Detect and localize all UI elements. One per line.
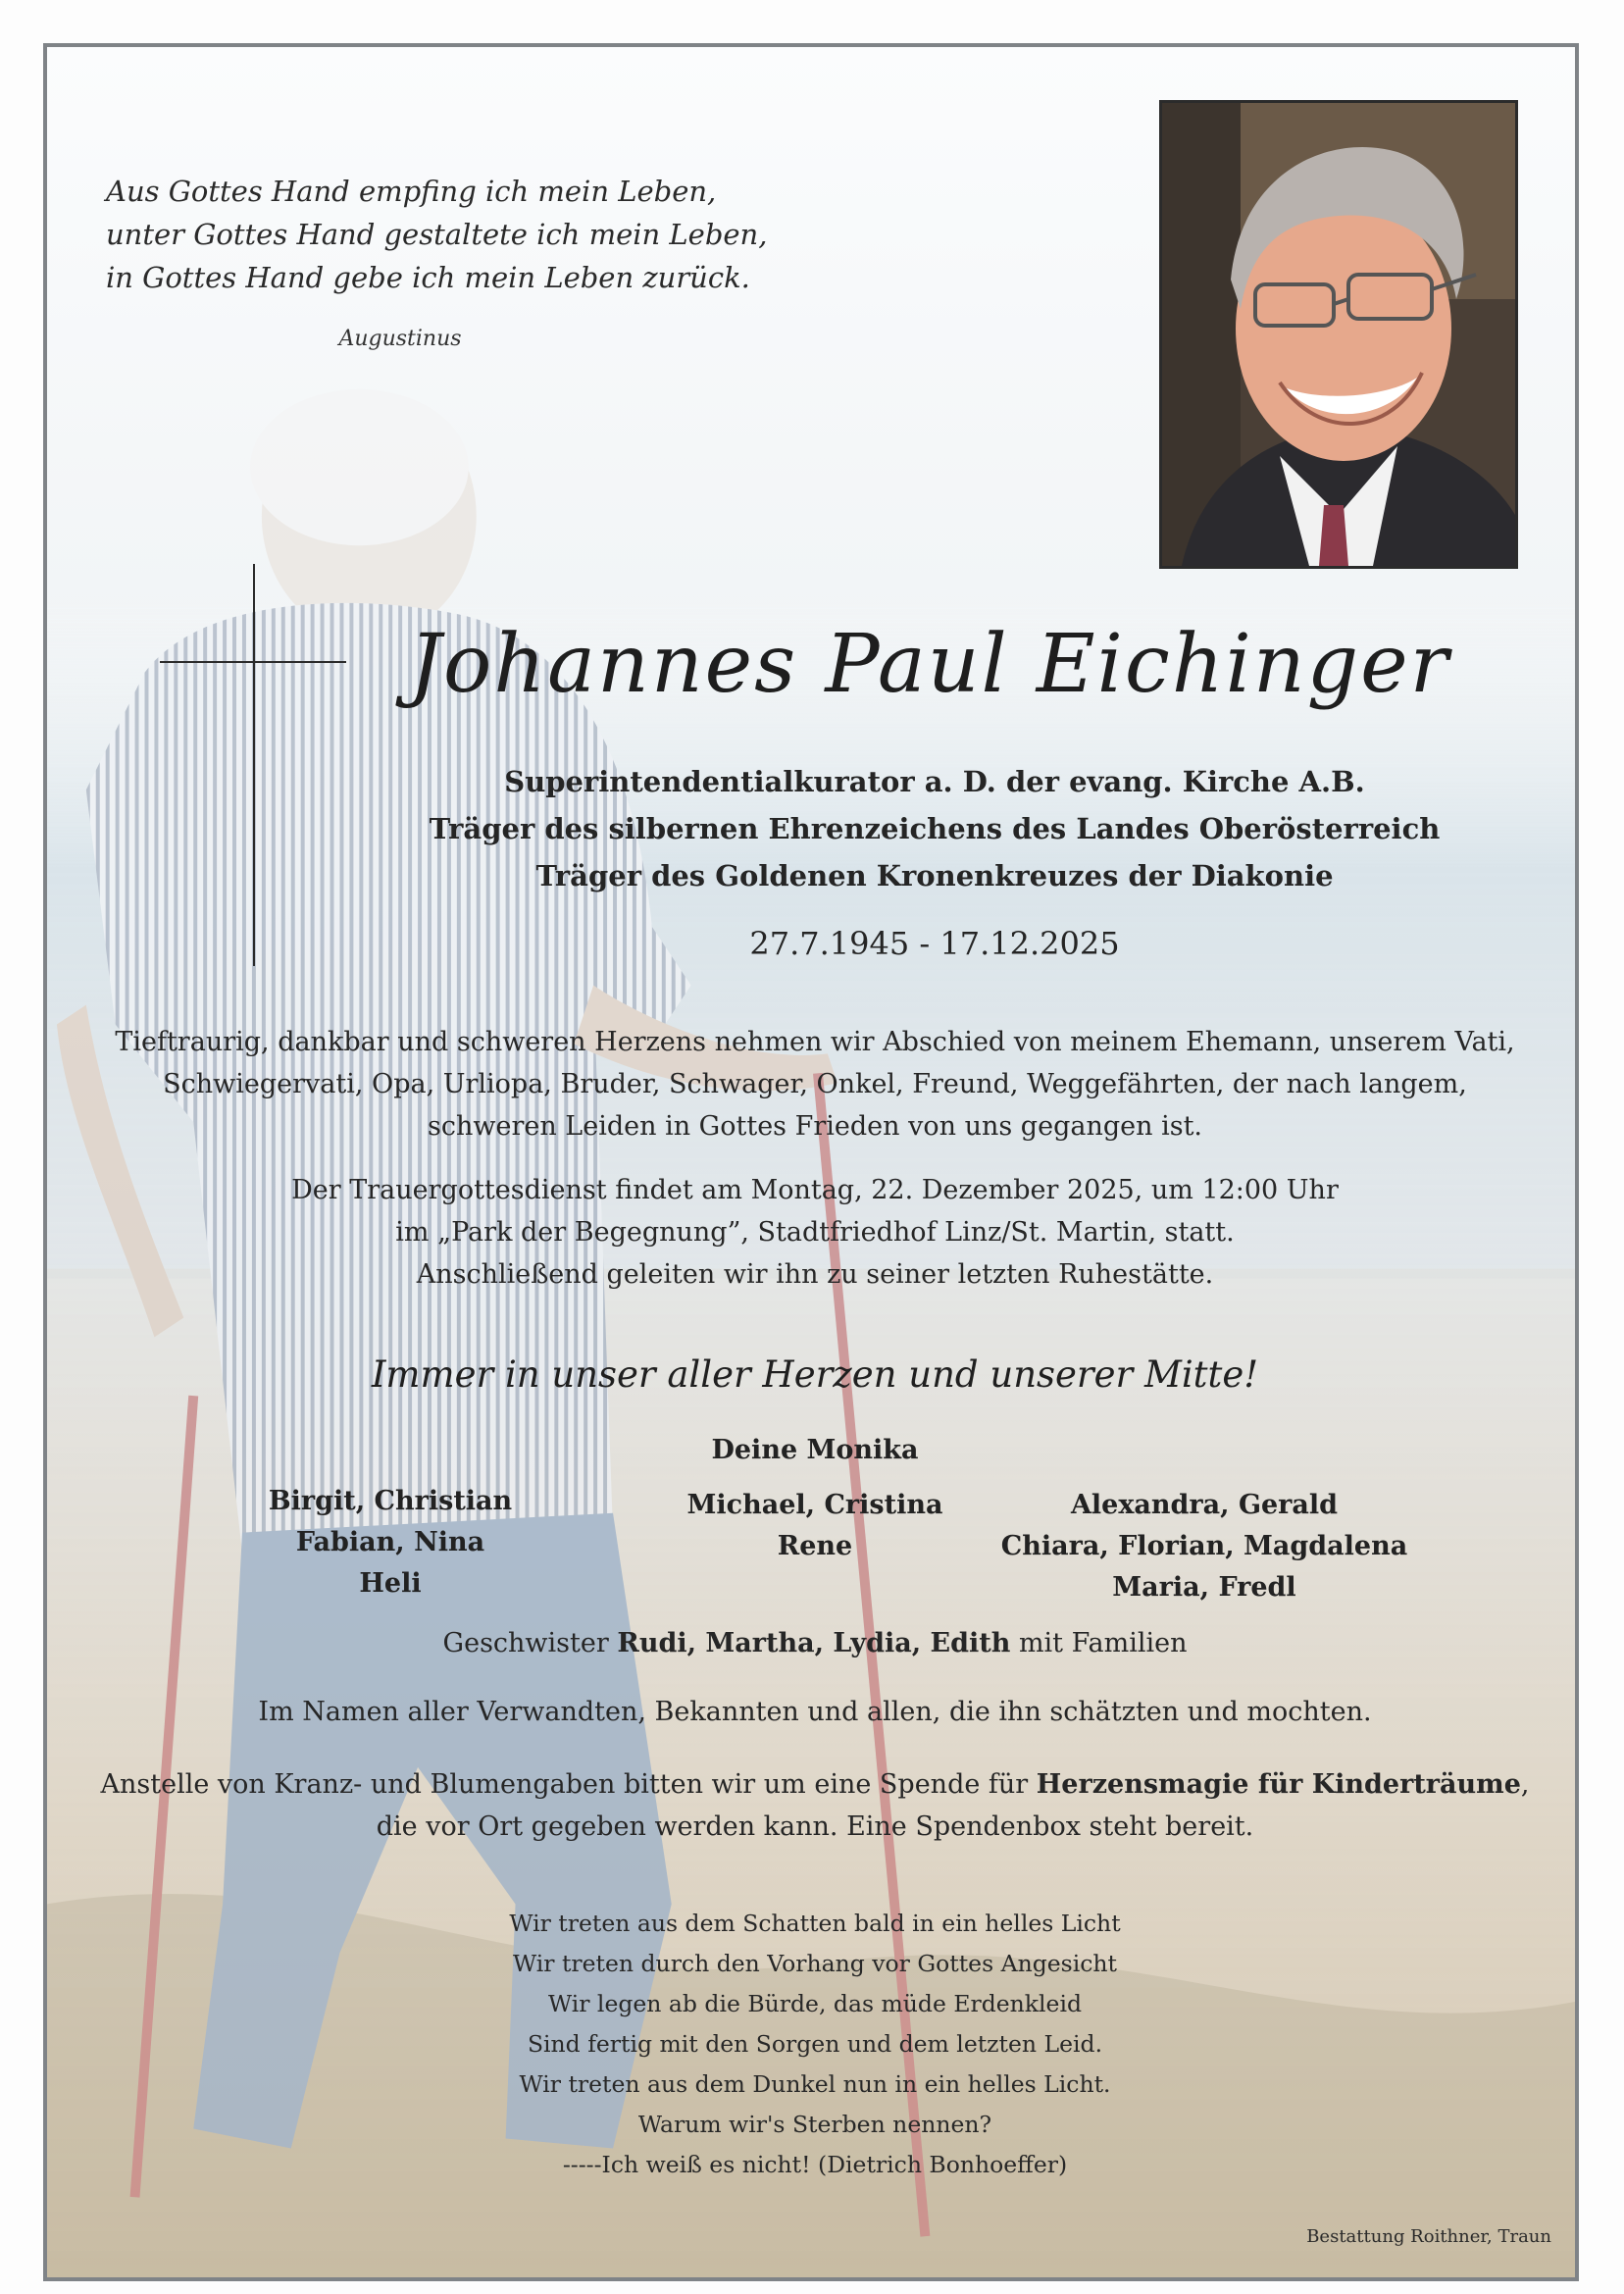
siblings-prefix: Geschwister xyxy=(442,1628,609,1658)
life-dates: 27.7.1945 - 17.12.2025 xyxy=(749,925,1120,962)
family-line: Maria, Fredl xyxy=(1112,1572,1296,1603)
quote-line: unter Gottes Hand gestaltete ich mein Leben, xyxy=(106,218,768,251)
service-line: Der Trauergottesdienst findet am Montag, 22. Dezember 2025, um 12:00 Uhr xyxy=(291,1175,1339,1205)
family-line: Birgit, Christian xyxy=(268,1486,513,1516)
poem-line: Warum wir's Sterben nennen? xyxy=(637,2111,992,2138)
poem-line: Wir treten aus dem Dunkel nun in ein helles Licht. xyxy=(519,2070,1111,2098)
cross-horizontal-bar xyxy=(160,661,346,663)
cross-vertical-bar xyxy=(253,564,255,966)
poem-line: Wir treten durch den Vorhang vor Gottes Angesicht xyxy=(513,1950,1117,1977)
family-line: Heli xyxy=(359,1568,422,1599)
announcement-paragraph xyxy=(86,1021,1544,1147)
undertaker-credit: Bestattung Roithner, Traun xyxy=(1306,2226,1551,2247)
deceased-titles xyxy=(371,758,1498,899)
spouse-name: Deine Monika xyxy=(711,1435,919,1465)
family-group-right xyxy=(969,1485,1440,1608)
donation-charity: Herzensmagie für Kinderträume xyxy=(1036,1769,1521,1800)
donation-paragraph xyxy=(86,1763,1544,1848)
family-line: Fabian, Nina xyxy=(295,1527,485,1557)
obituary-frame xyxy=(43,43,1579,2281)
announcement-line: Tieftraurig, dankbar und schweren Herzens nehmen wir Abschied von meinem Ehemann, unserem Vati, xyxy=(115,1027,1515,1057)
donation-prefix: Anstelle von Kranz- und Blumengaben bitten wir um eine Spende für xyxy=(100,1769,1029,1800)
title-line: Träger des silbernen Ehrenzeichens des Landes Oberösterreich xyxy=(429,812,1441,845)
family-line: Rene xyxy=(777,1531,853,1561)
siblings-suffix: mit Familien xyxy=(1018,1628,1188,1658)
announcement-line: Schwiegervati, Opa, Urliopa, Bruder, Schwager, Onkel, Freund, Weggefährten, der nach langem, xyxy=(163,1069,1467,1099)
service-line: im „Park der Begegnung”, Stadtfriedhof Linz/St. Martin, statt. xyxy=(395,1217,1235,1248)
motto: Immer in unser aller Herzen und unserer Mitte! xyxy=(371,1353,1259,1396)
poem-line: Sind fertig mit den Sorgen und dem letzten Leid. xyxy=(527,2030,1103,2058)
poem-line: Wir treten aus dem Schatten bald in ein helles Licht xyxy=(509,1910,1121,1937)
siblings-line xyxy=(86,1628,1544,1658)
title-line: Träger des Goldenen Kronenkreuzes der Diakonie xyxy=(535,859,1334,892)
quote-line: Aus Gottes Hand empfing ich mein Leben, xyxy=(106,175,717,208)
family-group-center xyxy=(599,1485,1031,1567)
deceased-name: Johannes Paul Eichinger xyxy=(409,618,1450,711)
family-line: Alexandra, Gerald xyxy=(1070,1490,1339,1520)
portrait-photo xyxy=(1159,100,1518,569)
announcement-line: schweren Leiden in Gottes Frieden von uns gegangen ist. xyxy=(427,1111,1202,1142)
family-group-left xyxy=(194,1481,586,1605)
poem-line: -----Ich weiß es nicht! (Dietrich Bonhoeffer) xyxy=(562,2151,1068,2178)
opening-quote xyxy=(106,170,768,299)
poem-line: Wir legen ab die Bürde, das müde Erdenkleid xyxy=(547,1990,1083,2017)
relatives-line: Im Namen aller Verwandten, Bekannten und allen, die ihn schätzten und mochten. xyxy=(258,1697,1372,1727)
quote-line: in Gottes Hand gebe ich mein Leben zurück. xyxy=(106,261,750,294)
quote-author: Augustinus xyxy=(338,327,462,351)
siblings-names: Rudi, Martha, Lydia, Edith xyxy=(617,1628,1011,1658)
closing-poem xyxy=(341,1904,1289,2185)
service-line: Anschließend geleiten wir ihn zu seiner letzten Ruhestätte. xyxy=(416,1259,1214,1290)
portrait-image xyxy=(1162,103,1515,566)
family-line: Michael, Cristina xyxy=(686,1490,943,1520)
donation-suffix: , xyxy=(1520,1769,1530,1800)
donation-line-1 xyxy=(86,1763,1544,1806)
title-line: Superintendentialkurator a. D. der evang. Kirche A.B. xyxy=(504,765,1365,798)
family-line: Chiara, Florian, Magdalena xyxy=(1000,1531,1408,1561)
donation-line-2: die vor Ort gegeben werden kann. Eine Spendenbox steht bereit. xyxy=(376,1811,1254,1842)
service-paragraph xyxy=(86,1169,1544,1296)
